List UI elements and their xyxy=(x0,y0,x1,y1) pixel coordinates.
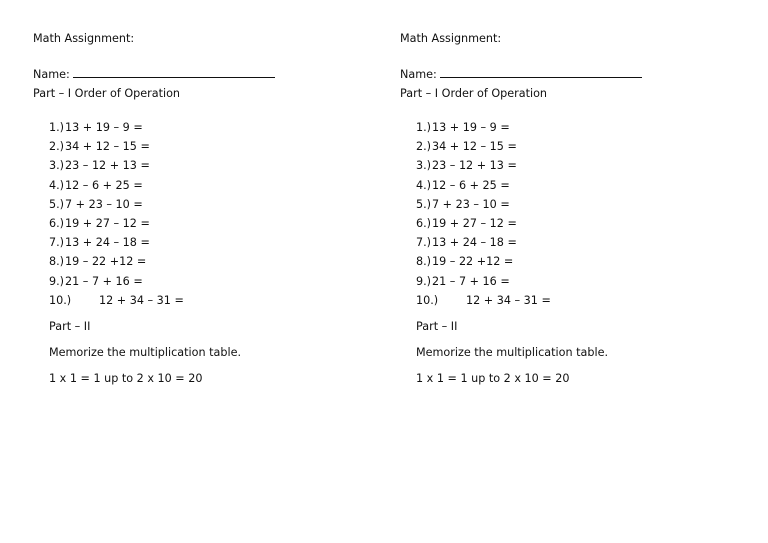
problem-number: 8.) xyxy=(49,255,65,269)
problem-expression: 12 + 34 – 31 = xyxy=(466,293,551,307)
name-blank-line xyxy=(440,66,642,78)
problem-expression: 12 + 34 – 31 = xyxy=(99,293,184,307)
instruction-text: Memorize the multiplication table. xyxy=(49,346,242,359)
problem-item xyxy=(49,121,184,140)
problem-expression: 19 – 22 +12 = xyxy=(65,255,147,269)
problem-item xyxy=(49,179,184,198)
worksheet-right xyxy=(400,0,760,543)
problem-item xyxy=(416,255,551,274)
problem-number: 9.) xyxy=(49,274,65,288)
problem-item xyxy=(49,275,184,294)
part-2-heading: Part – II xyxy=(416,320,458,333)
instruction-text: Memorize the multiplication table. xyxy=(416,346,609,359)
part-2-heading: Part – II xyxy=(49,320,91,333)
problem-item xyxy=(416,140,551,159)
problem-number: 5.) xyxy=(49,197,65,211)
problem-item xyxy=(416,217,551,236)
problem-expression: 12 – 6 + 25 = xyxy=(65,178,143,192)
problem-item xyxy=(49,294,184,313)
problem-number: 1.) xyxy=(416,121,432,134)
name-label: Name: xyxy=(33,68,70,81)
problem-number: 6.) xyxy=(49,216,65,230)
problem-list xyxy=(416,121,551,313)
problem-list xyxy=(49,121,184,313)
problem-item xyxy=(416,236,551,255)
problem-number: 7.) xyxy=(416,236,432,250)
assignment-title: Math Assignment: xyxy=(33,32,135,45)
problem-item xyxy=(416,121,551,140)
problem-number: 5.) xyxy=(416,197,432,211)
problem-expression: 19 – 22 +12 = xyxy=(432,255,514,269)
problem-item xyxy=(49,255,184,274)
problem-item xyxy=(416,179,551,198)
table-range-text: 1 x 1 = 1 up to 2 x 10 = 20 xyxy=(416,372,570,385)
problem-item xyxy=(416,198,551,217)
problem-item xyxy=(416,159,551,178)
problem-expression: 19 + 27 – 12 = xyxy=(65,216,150,230)
problem-number: 7.) xyxy=(49,236,65,250)
part-1-heading: Part – I Order of Operation xyxy=(33,87,181,100)
problem-item xyxy=(49,236,184,255)
problem-item xyxy=(49,198,184,217)
problem-expression: 23 – 12 + 13 = xyxy=(432,159,517,173)
problem-expression: 7 + 23 – 10 = xyxy=(65,197,143,211)
worksheet-left xyxy=(33,0,393,543)
assignment-title: Math Assignment: xyxy=(400,32,502,45)
problem-expression: 34 + 12 – 15 = xyxy=(65,140,150,154)
problem-number: 2.) xyxy=(49,140,65,154)
problem-item xyxy=(416,294,551,313)
problem-number: 4.) xyxy=(416,178,432,192)
part-1-heading: Part – I Order of Operation xyxy=(400,87,548,100)
problem-number: 1.) xyxy=(49,121,65,134)
problem-number: 9.) xyxy=(416,274,432,288)
problem-expression: 23 – 12 + 13 = xyxy=(65,159,150,173)
problem-expression: 13 + 24 – 18 = xyxy=(432,236,517,250)
name-blank-line xyxy=(73,66,275,78)
problem-expression: 13 + 19 – 9 = xyxy=(65,121,143,134)
problem-item xyxy=(49,217,184,236)
problem-number: 6.) xyxy=(416,216,432,230)
table-range-text: 1 x 1 = 1 up to 2 x 10 = 20 xyxy=(49,372,203,385)
problem-item xyxy=(416,275,551,294)
name-field xyxy=(400,66,642,82)
problem-number: 3.) xyxy=(49,159,65,173)
problem-number: 10.) xyxy=(416,293,439,307)
name-field xyxy=(33,66,275,82)
name-label: Name: xyxy=(400,68,437,81)
problem-number: 4.) xyxy=(49,178,65,192)
problem-expression: 21 – 7 + 16 = xyxy=(432,274,510,288)
problem-expression: 21 – 7 + 16 = xyxy=(65,274,143,288)
problem-item xyxy=(49,140,184,159)
problem-expression: 34 + 12 – 15 = xyxy=(432,140,517,154)
problem-expression: 12 – 6 + 25 = xyxy=(432,178,510,192)
problem-expression: 13 + 24 – 18 = xyxy=(65,236,150,250)
problem-item xyxy=(49,159,184,178)
problem-number: 8.) xyxy=(416,255,432,269)
problem-expression: 13 + 19 – 9 = xyxy=(432,121,510,134)
problem-number: 2.) xyxy=(416,140,432,154)
problem-number: 3.) xyxy=(416,159,432,173)
problem-expression: 19 + 27 – 12 = xyxy=(432,216,517,230)
problem-number: 10.) xyxy=(49,293,72,307)
problem-expression: 7 + 23 – 10 = xyxy=(432,197,510,211)
